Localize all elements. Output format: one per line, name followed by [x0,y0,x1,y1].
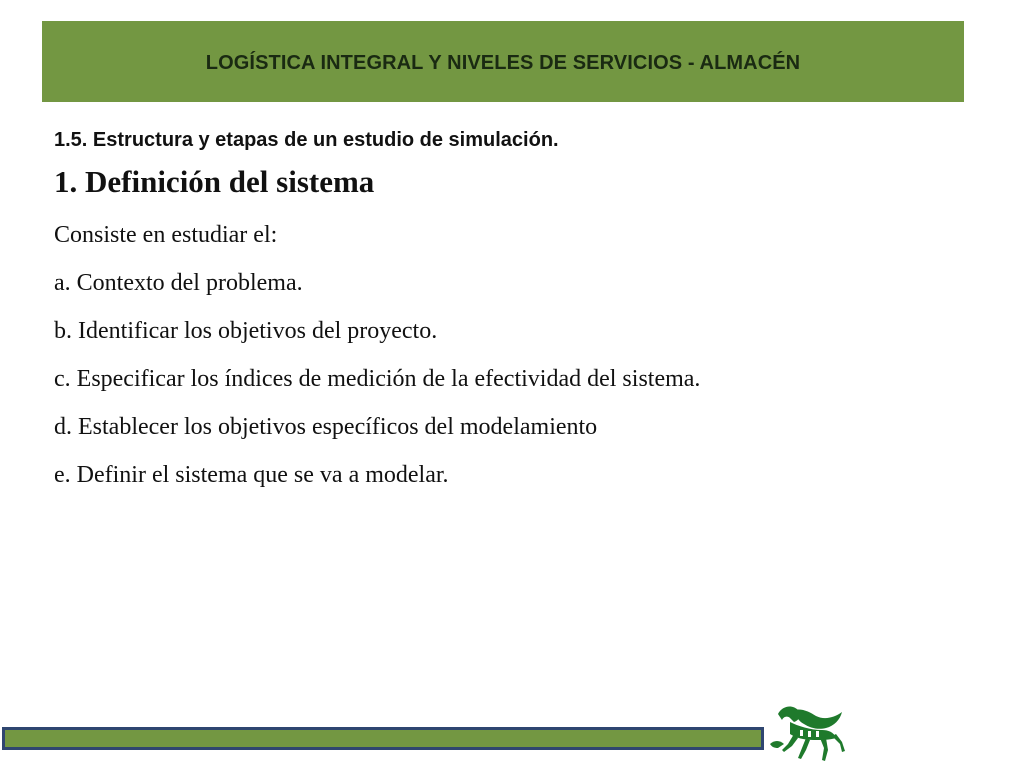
header-band [42,21,964,102]
section-heading: 1.5. Estructura y etapas de un estudio de simulación. [54,129,559,151]
list-item: c. Especificar los índices de medición de la efectividad del sistema. [54,366,701,392]
slide-title: LOGÍSTICA INTEGRAL Y NIVELES DE SERVICIOS - ALMACÉN [205,52,801,74]
list-item: e. Definir el sistema que se va a modelar. [54,462,449,488]
footer-bar [2,727,764,750]
definition-list [54,269,700,509]
list-item: b. Identificar los objetivos del proyecto. [54,318,438,344]
list-item: a. Contexto del problema. [54,270,303,296]
sub-heading: 1. Definición del sistema [54,164,375,199]
list-item: d. Establecer los objetivos específicos del modelamiento [54,414,598,440]
horse-logo-icon [764,700,846,768]
intro-text: Consiste en estudiar el: [54,222,278,248]
